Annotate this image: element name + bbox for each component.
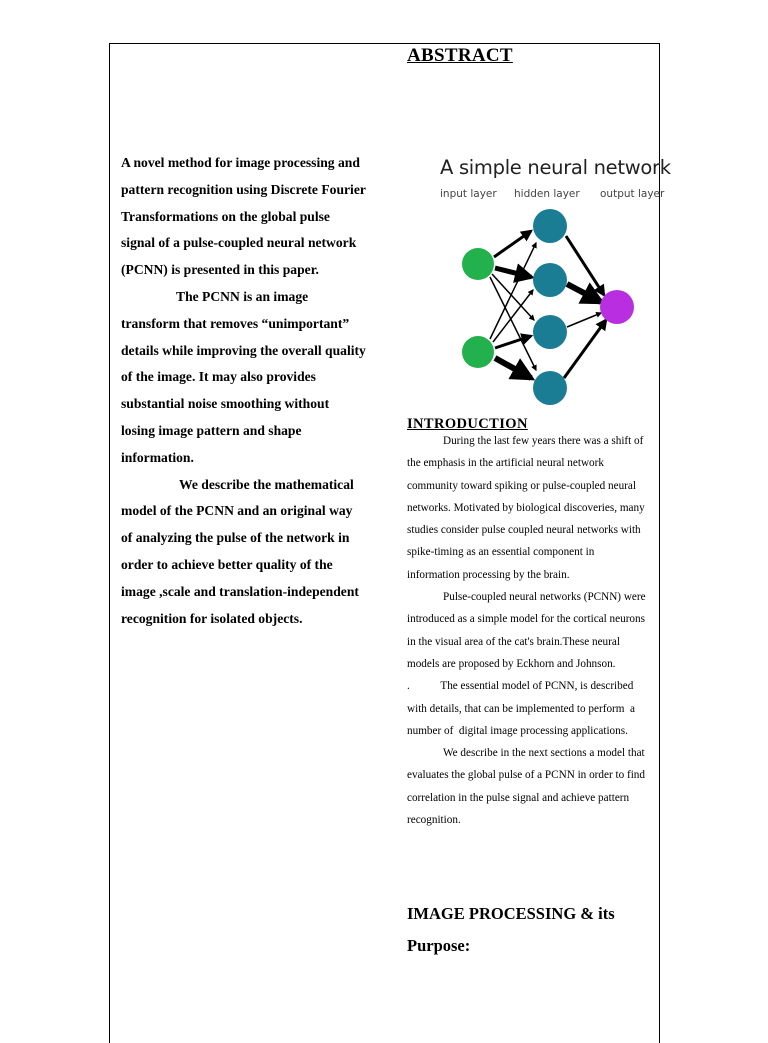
hidden-node-2	[533, 263, 567, 297]
network-edges	[490, 231, 606, 378]
abstract-body	[121, 150, 366, 632]
edge	[495, 336, 531, 348]
input-node-1	[462, 248, 494, 280]
edge	[564, 320, 606, 378]
intro-paragraph-3: . The essential model of PCNN, is described with details, that can be implemented to perform a number of digital image processing applications.	[407, 680, 638, 737]
edge	[495, 268, 531, 277]
edge	[495, 358, 531, 378]
edge	[494, 231, 531, 257]
edge	[567, 313, 601, 327]
abstract-paragraph-2: The PCNN is an image transform that removes “unimportant” details while improving the overall quality of the image. It may also provides substantial noise smoothing without losing image pattern and shape information.	[121, 288, 366, 465]
neural-network-figure	[436, 152, 671, 414]
edge	[567, 284, 601, 302]
introduction-body	[407, 430, 647, 831]
output-layer-label: output layer	[600, 188, 665, 200]
input-layer-label: input layer	[440, 188, 497, 200]
figure-title: A simple neural network	[440, 156, 671, 179]
hidden-node-1	[533, 209, 567, 243]
intro-paragraph-1: During the last few years there was a shift of the emphasis in the artificial neural network community toward spiking or pulse-coupled neural networks. Motivated by biological discoveries, many studies consider pulse coupled neural networks with spike-timing as an essential component in information processing by the brain.	[407, 435, 645, 581]
output-node	[600, 290, 634, 324]
introduction-heading: INTRODUCTION	[407, 416, 528, 432]
hidden-layer-label: hidden layer	[514, 188, 580, 200]
section-heading-image-processing: IMAGE PROCESSING & its Purpose:	[407, 904, 615, 955]
abstract-heading: ABSTRACT	[407, 45, 513, 66]
intro-paragraph-4: We describe in the next sections a model that evaluates the global pulse of a PCNN in order to find correlation in the pulse signal and achieve pattern recognition.	[407, 747, 645, 827]
intro-paragraph-2: Pulse-coupled neural networks (PCNN) were introduced as a simple model for the cortical neurons in the visual area of the cat's brain.These neural models are proposed by Eckhorn and Johnson.	[407, 591, 646, 670]
abstract-paragraph-3: We describe the mathematical model of the PCNN and an original way of analyzing the pulse of the network in order to achieve better quality of the image ,scale and translation-independent recognition for isolated objects.	[121, 476, 359, 626]
hidden-node-3	[533, 315, 567, 349]
hidden-node-4	[533, 371, 567, 405]
network-nodes	[462, 209, 634, 405]
input-node-2	[462, 336, 494, 368]
abstract-paragraph-1: A novel method for image processing and pattern recognition using Discrete Fourier Transformations on the global pulse signal of a pulse-coupled neural network (PCNN) is presented in this paper.	[121, 155, 366, 278]
